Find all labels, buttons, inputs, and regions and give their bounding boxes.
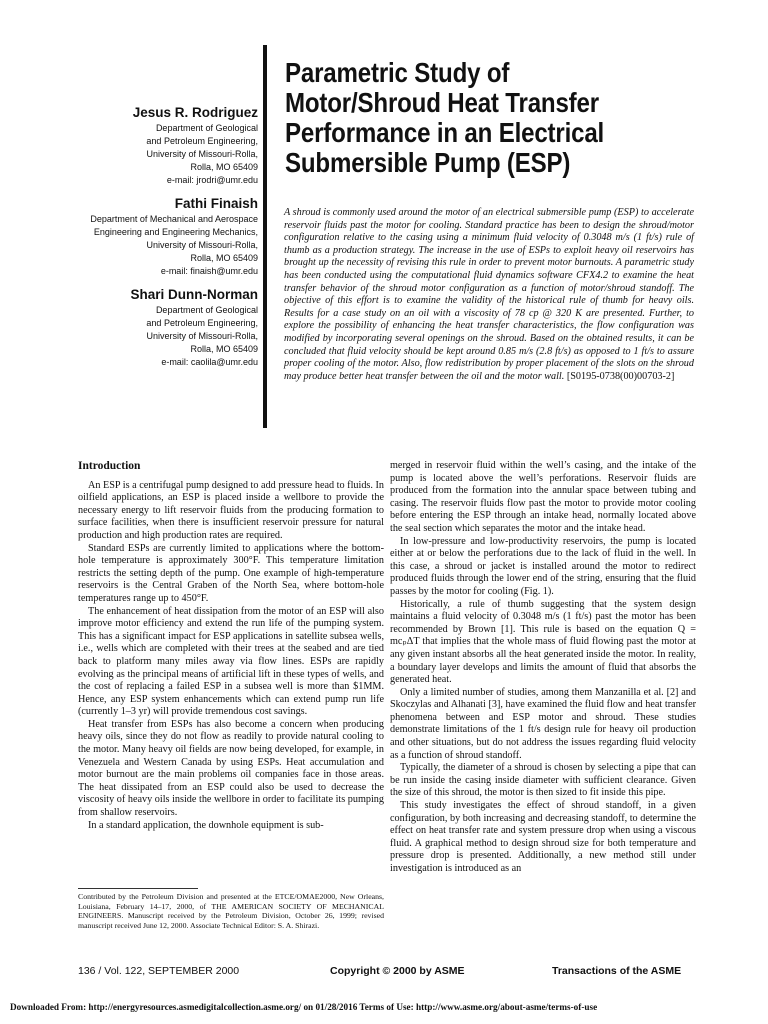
author-affiliation-line: Rolla, MO 65409 <box>190 253 258 263</box>
paragraph: This study investigates the effect of shroud standoff, in a given configuration, by both increasing and decreasing standoff, to determine the effect on heat transfer rate and system pressure drop when using a viscous fluid. A graphical method to design shroud size for both temperature and pressure drop is presented. Additionally, a new method still under investigation is introduced as an <box>390 800 696 874</box>
author-affiliation-line: University of Missouri-Rolla, <box>146 149 258 159</box>
author-email: e-mail: caolila@umr.edu <box>161 357 258 367</box>
author-affiliation-line: Department of Geological <box>155 123 258 133</box>
author-block-2 <box>60 196 258 278</box>
footer-copyright: Copyright © 2000 by ASME <box>330 965 465 977</box>
author-affiliation-line: and Petroleum Engineering, <box>146 136 258 146</box>
paragraph: In low-pressure and low-productivity reservoirs, the pump is located either at or below the perforations due to the lack of fluid in the well. In this case, a shroud or jacket is installed around the motor to redirect produced fluids through the lower end of the string, ensuring that the fluid passes by the motor for cooling (Fig. 1). <box>390 535 696 597</box>
paragraph: The enhancement of heat dissipation from the motor of an ESP will also improve motor efficiency and extend the run life of the pumping system. This has a significant impact for ESP applications in satellite subsea wells, i.e., wells which are completed with their trees at the seabed and are tied back to platform many miles away via flow lines. ESPs are rapidly evolving as the principal means of artificial lift in these types of wells, and the cost of replacing a failed ESP in a subsea well is more than $1MM. Hence, any ESP system enhancements which can extend pump run life (currently 1–3 yr) will provide tremendous cost savings. <box>78 605 384 718</box>
author-list <box>60 105 258 378</box>
section-title: Introduction <box>78 460 141 472</box>
author-affiliation-line: Engineering and Engineering Mechanics, <box>93 227 258 237</box>
author-affiliation-line: Rolla, MO 65409 <box>190 344 258 354</box>
body-column-left <box>78 460 384 832</box>
author-affiliation-line: Department of Mechanical and Aerospace <box>90 214 258 224</box>
author-affiliation-line: Department of Geological <box>155 305 258 315</box>
paragraph: merged in reservoir fluid within the well’s casing, and the intake of the pump is located above the well’s perforations. Reservoir fluids are produced from the formation into the annular space between tubing and casing. The reservoir fluids flow past the motor to provide motor cooling before entering the ESP through an intake head, normally located above the seal section which separates the motor and the intake head. <box>390 460 696 534</box>
author-affiliation-line: University of Missouri-Rolla, <box>146 331 258 341</box>
author-name: Fathi Finaish <box>174 196 258 211</box>
abstract <box>284 207 694 383</box>
abstract-text: A shroud is commonly used around the motor of an electrical submersible pump (ESP) to accelerate reservoir fluids past the motor for cooling. Standard practice has been to design the shroud/motor configuration relative to the casing using a minimum fluid velocity of 0.3048 m/s (1 ft/s) rule of thumb as a production strategy. The increase in the use of ESPs to exploit heavy oil reservoirs has brought up the necessity of revising this rule in order to prevent motor burnouts. A parametric study has been conducted using the computational fluid dynamics software CFX4.2 to examine the heat transfer behavior of the shroud motor configuration as a function of motor/shroud standoff. The objective of this effort is to examine the validity of the historical rule of thumb for heavy oils. Results for a case study on an oil with a viscosity of 78 cp @ 320 K are presented. Further, to explore the possibility of enhancing the heat transfer characteristics, the flow configuration was modified by incorporating several openings on the shroud. Based on the obtained results, it can be concluded that fluid velocity should be kept around 0.85 m/s (2.8 ft/s) as opposed to 1 ft/s to assure proper cooling of the motor. Also, flow redistribution by proper placement of the slots on the shroud may produce better heat transfer between the oil and the motor wall. <box>284 207 694 382</box>
author-email: e-mail: jrodri@umr.edu <box>166 175 258 185</box>
author-affiliation-line: Rolla, MO 65409 <box>190 162 258 172</box>
author-name: Shari Dunn-Norman <box>130 287 258 302</box>
title-divider-bar <box>263 45 267 428</box>
author-block-1 <box>60 105 258 187</box>
paragraph: Standard ESPs are currently limited to applications where the bottom-hole temperature is approximately 300°F. This temperature limitation restricts the setting depth of the pump. One example of high-temperature reservoirs is the Central Graben of the North Sea, where bottom-hole temperatures range up to 450°F. <box>78 542 384 604</box>
author-block-3 <box>60 287 258 369</box>
paragraph: In a standard application, the downhole equipment is sub- <box>88 819 324 831</box>
footnote: Contributed by the Petroleum Division and presented at the ETCE/OMAE2000, New Orleans, Louisiana, February 14–17, 2000, of THE AMERICAN SOCIETY OF MECHANICAL ENGINEERS. Manuscript received by the Petroleum Division, October 26, 1999; revised manuscript received June 12, 2000. Associate Technical Editor: S. A. Shirazi. <box>78 892 384 930</box>
download-notice: Downloaded From: http://energyresources.asmedigitalcollection.asme.org/ on 01/28/2016 Terms of Use: http://www.asme.org/about-asme/terms-of-use <box>10 1002 598 1012</box>
paragraph: Only a limited number of studies, among them Manzanilla et al. [2] and Skoczylas and Alhanati [3], have examined the fluid flow and heat transfer phenomena between and ESP motor and shroud. These studies demonstrate limitations of the 1 ft/s design rule for heavy oil production and other situations, but do not address the issues regarding fluid velocity as a function of shroud standoff. <box>390 686 696 761</box>
paragraph: Heat transfer from ESPs has also become a concern when producing heavy oils, since they do not flow as readily to provide natural cooling to the motor. Many heavy oil fields are now being developed, for example, in Venezuela and Western Canada by using ESPs. Heat accumulation and motor burnout are the main problems oil companies face in those areas. The heat dissipated from an ESP could also be used to decrease the viscosity of heavy oils inside the wellbore in order to facilitate its pumping from shallow reservoirs. <box>78 718 384 819</box>
paragraph: Typically, the diameter of a shroud is chosen by selecting a pipe that can be run inside the casing inside diameter with sufficient clearance. Given the size of this shroud, the motor is then sized to fit inside this pipe. <box>390 762 696 799</box>
doi: [S0195-0738(00)00703-2] <box>566 370 675 382</box>
paragraph: An ESP is a centrifugal pump designed to add pressure head to fluids. In oilfield applications, an ESP is placed inside a wellbore to provide the necessary energy to lift reservoir fluids from the producing formation to surface facilities, when there is insufficient reservoir pressure for natural production and high production rates are required. <box>78 479 384 541</box>
paper-title: Parametric Study of Motor/Shroud Heat Transfer Performance in an Electrical Submersible Pump (ESP) <box>285 57 605 178</box>
body-column-right <box>390 460 696 876</box>
footer-journal: Transactions of the ASME <box>552 965 682 977</box>
author-affiliation-line: University of Missouri-Rolla, <box>146 240 258 250</box>
author-email: e-mail: finaish@umr.edu <box>160 266 258 276</box>
author-name: Jesus R. Rodriguez <box>132 105 258 120</box>
footer-page-info: 136 / Vol. 122, SEPTEMBER 2000 <box>78 965 240 977</box>
footnote-rule <box>78 888 198 889</box>
author-affiliation-line: and Petroleum Engineering, <box>146 318 258 328</box>
paragraph: Historically, a rule of thumb suggesting that the system design maintains a fluid velocity of 0.3048 m/s (1 ft/s) past the motor has been recommended by Brown [1]. This rule is based on the equation Q = mcₚΔT that implies that the whole mass of fluid flowing past the motor at any given instant absorbs all the heat generated inside the motor. In reality, a boundary layer develops and limits the amount of fluid that absorbs the generated heat. <box>390 598 696 686</box>
